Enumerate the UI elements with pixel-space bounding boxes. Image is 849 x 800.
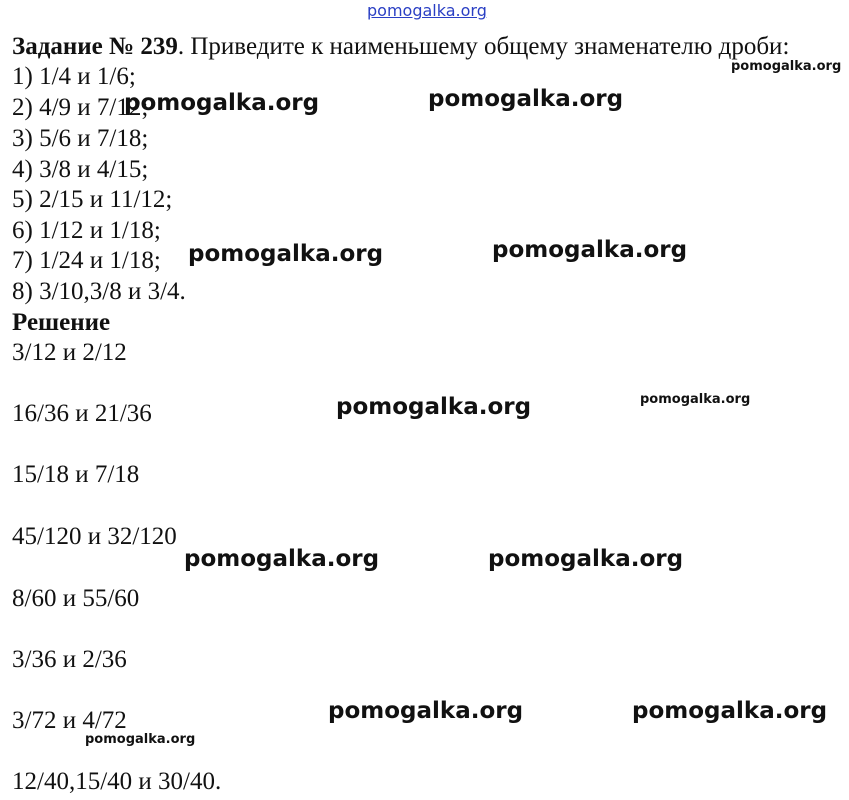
task-item-2: 2) 4/9 и 7/12; (12, 94, 149, 121)
task-heading-line (12, 32, 789, 62)
task-statement: . Приведите к наименьшему общему знаменателю дроби: (177, 33, 790, 60)
task-title: Задание № 239 (12, 33, 178, 60)
watermark: pomogalka.org (488, 546, 684, 572)
task-item-4: 4) 3/8 и 4/15; (12, 156, 149, 183)
task-item-7: 7) 1/24 и 1/18; (12, 247, 161, 274)
site-link[interactable]: pomogalka.org (367, 1, 487, 20)
watermark: pomogalka.org (85, 732, 196, 747)
task-item-8: 8) 3/10,3/8 и 3/4. (12, 278, 186, 305)
answer-4: 45/120 и 32/120 (12, 523, 177, 550)
watermark: pomogalka.org (328, 698, 524, 724)
watermark: pomogalka.org (336, 394, 532, 420)
solution-heading: Решение (12, 309, 111, 336)
watermark: pomogalka.org (632, 698, 828, 724)
task-item-6: 6) 1/12 и 1/18; (12, 217, 161, 244)
watermark: pomogalka.org (492, 237, 688, 263)
answer-1: 3/12 и 2/12 (12, 339, 127, 366)
watermark: pomogalka.org (428, 86, 624, 112)
watermark: pomogalka.org (188, 241, 384, 267)
watermark: pomogalka.org (184, 546, 380, 572)
watermark: pomogalka.org (124, 90, 320, 116)
task-item-3: 3) 5/6 и 7/18; (12, 125, 149, 152)
task-item-1: 1) 1/4 и 1/6; (12, 63, 136, 90)
watermark: pomogalka.org (731, 59, 842, 74)
answer-2: 16/36 и 21/36 (12, 400, 152, 427)
answer-8: 12/40,15/40 и 30/40. (12, 768, 222, 795)
answer-6: 3/36 и 2/36 (12, 646, 127, 673)
watermark: pomogalka.org (640, 392, 751, 407)
answer-5: 8/60 и 55/60 (12, 585, 140, 612)
answer-7: 3/72 и 4/72 (12, 707, 127, 734)
answer-3: 15/18 и 7/18 (12, 461, 140, 488)
task-item-5: 5) 2/15 и 11/12; (12, 186, 173, 213)
